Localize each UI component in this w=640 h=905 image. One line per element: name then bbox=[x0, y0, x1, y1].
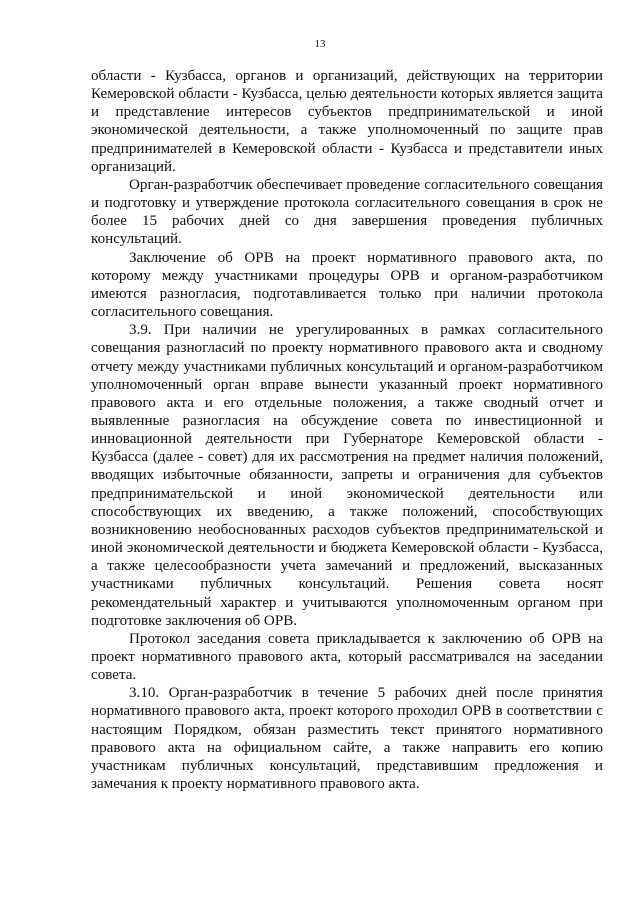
paragraph-clause-3-9: 3.9. При наличии не урегулированных в рамках согласительного совещания разногласий по проекту нормативного правового акта и сводному отчету между участниками публичных консультаций и органом-разработчиком уполномоченный орган вправе вынести указанный проект нормативного правового акта и его отдельные положения, а также сводный отчет и выявленные разногласия на обсуждение совета по инвестиционной и инновационной деятельности при Губернаторе Кемеровской области - Кузбасса (далее - совет) для их рассмотрения на предмет наличия положений, вводящих избыточные обязанности, запреты и ограничения для субъектов предпринимательской и иной экономической деятельности или способствующих их введению, а также положений, способствующих возникновению необоснованных расходов субъектов предпринимательской и иной экономической деятельности и бюджета Кемеровской области - Кузбасса, а также целесообразности учета замечаний и предложений, высказанных участниками публичных консультаций. Решения совета носят рекомендательный характер и учитываются уполномоченным органом при подготовке заключения об ОРВ. bbox=[91, 322, 603, 629]
page-number: 13 bbox=[314, 38, 326, 50]
paragraph-council-protocol: Протокол заседания совета прикладывается к заключению об ОРВ на проект нормативного правового акта, который рассматривался на заседании совета. bbox=[91, 630, 603, 684]
document-body bbox=[91, 67, 603, 793]
paragraph-orv-conclusion: Заключение об ОРВ на проект нормативного правового акта, по которому между участниками процедуры ОРВ и органом-разработчиком имеются разногласия, подготавливается только при наличии протокола согласительного совещания. bbox=[91, 249, 603, 321]
paragraph-continuation: области - Кузбасса, органов и организаций, действующих на территории Кемеровской области - Кузбасса, целью деятельности которых является защита и представление интересов субъектов предпринимательской и иной экономической деятельности, а также уполномоченный по защите прав предпринимателей в Кемеровской области - Кузбасса и представители иных организаций. bbox=[91, 68, 603, 175]
paragraph-clause-3-10: 3.10. Орган-разработчик в течение 5 рабочих дней после принятия нормативного правового акта, проект которого проходил ОРВ в соответствии с настоящим Порядком, обязан разместить текст принятого нормативного правового акта на официальном сайте, а также направить его копию участникам публичных консультаций, представившим предложения и замечания к проекту нормативного правового акта. bbox=[91, 685, 603, 793]
paragraph-conciliation-meeting: Орган-разработчик обеспечивает проведение согласительного совещания и подготовку и утверждение протокола согласительного совещания в срок не более 15 рабочих дней со дня завершения проведения публичных консультаций. bbox=[91, 176, 603, 248]
